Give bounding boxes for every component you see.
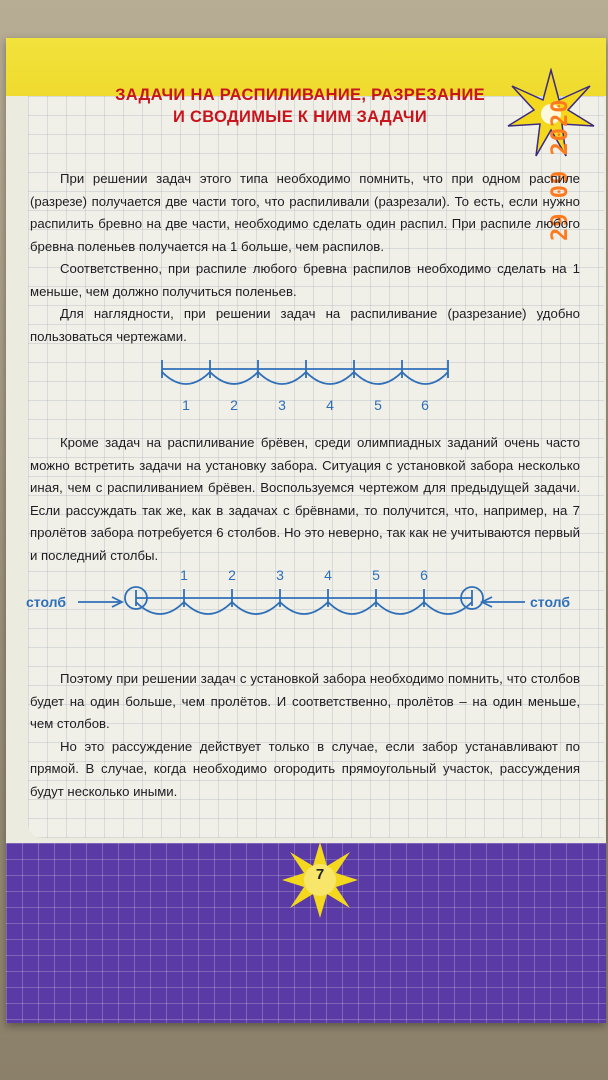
post-label-left: столб [26,594,67,610]
text-block-top [30,168,580,348]
paragraph: Но это рассуждение действует только в случае, если забор устанавливают по прямой. В случае, когда необходимо огородить прямоугольный участок, рассуждения будут несколько иными. [30,738,580,799]
log-cutting-diagram [150,352,470,418]
piece-label: 2 [230,397,238,413]
post-number: 3 [276,567,284,583]
piece-label: 6 [421,397,429,413]
piece-label: 4 [326,397,334,413]
piece-label: 5 [374,397,382,413]
piece-arc [402,372,448,384]
paragraph: Кроме задач на распиливание брёвен, среди олимпиадных заданий очень часто можно встретить задачи на установку забора. Ситуация с установкой забора несколько иная, чем с распиливанием брёвен. Воспользуемся чертежом для предыдущей задачи. Если рассуждать так же, как в задачах с брёвнами, то получится, что, например, на 7 пролётов забора потребуется 6 столбов. Но это неверно, так как не учитываются первый и последний столбы. [30,435,580,563]
piece-arc [354,372,402,384]
page-number: 7 [315,866,325,883]
piece-arc [162,372,210,384]
piece-arc [306,372,354,384]
title-line-2: И СВОДИМЫЕ К НИМ ЗАДАЧИ [173,108,427,126]
piece-label: 1 [182,397,190,413]
post-label-right: столб [530,594,571,610]
page-title [60,84,540,128]
paragraph: При решении задач этого типа необходимо помнить, что при одном распиле (разрезе) получается две части того, что распиливали (разрезали). То есть, если нужно распилить бревно на две части, необходимо сделать один распил. При распиле любого бревна поленьев получается на 1 больше, чем распилов. [30,171,580,254]
piece-label: 3 [278,397,286,413]
post-number: 6 [420,567,428,583]
paragraph: Поэтому при решении задач с установкой забора необходимо помнить, что столбов будет на один больше, чем пролётов. И соответственно, пролётов – на один меньше, чем столбов. [30,671,580,731]
post-number: 2 [228,567,236,583]
piece-arc [258,372,306,384]
post-number: 1 [180,567,188,583]
text-block-middle [30,432,580,567]
span-arc [232,602,280,614]
piece-arc [210,372,258,384]
post-number: 4 [324,567,332,583]
title-line-1: ЗАДАЧИ НА РАСПИЛИВАНИЕ, РАЗРЕЗАНИЕ [115,86,485,104]
span-arc [376,602,424,614]
span-arc [328,602,376,614]
span-arc [424,602,472,614]
post-number: 5 [372,567,380,583]
span-arc [280,602,328,614]
date-stamp: 29 09 2020 [548,98,573,242]
paragraph: Соответственно, при распиле любого бревна распилов необходимо сделать на 1 меньше, чем должно получиться поленьев. [30,261,580,299]
span-arc [184,602,232,614]
fence-diagram [20,562,590,632]
paragraph: Для наглядности, при решении задач на распиливание (разрезание) удобно пользоваться чертежами. [30,306,580,344]
span-arc [136,602,184,614]
text-block-bottom [30,668,580,803]
